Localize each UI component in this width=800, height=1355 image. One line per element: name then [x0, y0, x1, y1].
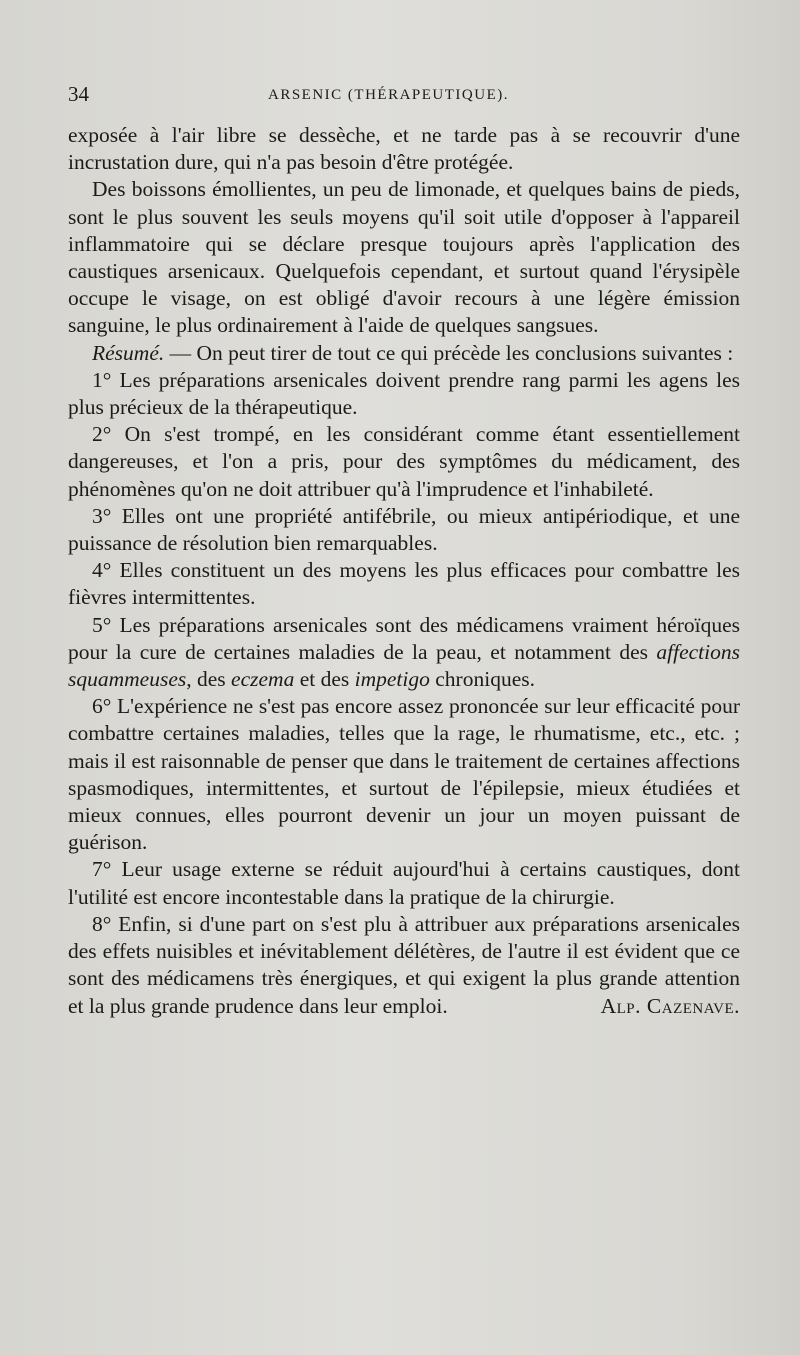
conclusion-3: 3° Elles ont une propriété antifébrile, ou mieux antipériodique, et une puissance de résolution bien remarquables.: [68, 503, 740, 556]
conclusion-8-text: 8° Enfin, si d'une part on s'est plu à attribuer aux préparations arsenicales des effets nuisibles et inévitablement délétères, de l'autre il est évident que ce sont des médicamens très énergiques, et qui exigent la plus grande attention et la plus grande prudence dans leur emploi.: [68, 911, 740, 1018]
conclusion-1: 1° Les préparations arsenicales doivent prendre rang parmi les agens les plus précieux de la thérapeutique.: [68, 367, 740, 420]
page-header: [68, 82, 748, 122]
summary-label: Résumé.: [92, 340, 165, 365]
conclusion-2: 2° On s'est trompé, en les considérant comme étant essentiellement dangereuses, et l'on a pris, pour des symptômes du médicament, des phénomènes qu'on ne doit attribuer qu'à l'imprudence et l'inhabileté.: [68, 422, 740, 501]
paragraph: Des boissons émollientes, un peu de limonade, et quelques bains de pieds, sont le plus souvent les seuls moyens qu'il soit utile d'opposer à l'appareil inflammatoire qui se déclare presque toujours après l'application des caustiques arsenicaux. Quelquefois cependant, et surtout quand l'érysipèle occupe le visage, on est obligé d'avoir recours à une légère émission sanguine, le plus ordinairement à l'aide de quelques sangsues.: [68, 177, 740, 338]
conclusion-5-text: chroniques.: [429, 667, 535, 692]
conclusion-5: [68, 612, 740, 694]
conclusion-5-text: , des: [186, 667, 232, 692]
italic-term: impetigo: [354, 667, 430, 692]
page-number: 34: [68, 82, 89, 106]
running-title: ARSENIC (THÉRAPEUTIQUE).: [268, 87, 509, 103]
conclusion-5-text: et des: [294, 667, 355, 692]
summary-text: — On peut tirer de tout ce qui précède les conclusions suivantes :: [164, 340, 734, 365]
conclusion-7: 7° Leur usage externe se réduit aujourd'hui à certains caustiques, dont l'utilité est encore incontestable dans la pratique de la chirurgie.: [68, 857, 740, 909]
conclusion-6: 6° L'expérience ne s'est pas encore assez prononcée sur leur efficacité pour combattre certaines maladies, telles que la rage, le rhumatisme, etc., etc. ; mais il est raisonnable de penser que dans le traitement de certaines affections spasmodiques, intermittentes, et surtout de l'épilepsie, mieux étudiées et mieux connues, elles pourront devenir un jour un moyen puissant de guérison.: [68, 694, 740, 855]
italic-term: affections squammeuses: [68, 639, 740, 692]
author-signature: Alp. Cazenave.: [600, 993, 740, 1018]
conclusion-5-text: 5° Les préparations arsenicales sont des médicamens vraiment héroïques pour la cure de certaines maladies de la peau, et notamment des: [68, 612, 740, 664]
body-text: [68, 122, 740, 1020]
summary-paragraph: [68, 340, 740, 367]
italic-term: eczema: [231, 667, 295, 692]
conclusion-4: 4° Elles constituent un des moyens les plus efficaces pour combattre les fièvres intermittentes.: [68, 558, 740, 610]
paragraph: exposée à l'air libre se dessèche, et ne tarde pas à se recouvrir d'une incrustation dure, qui n'a pas besoin d'être protégée.: [68, 123, 740, 175]
conclusion-8: [68, 911, 740, 1020]
